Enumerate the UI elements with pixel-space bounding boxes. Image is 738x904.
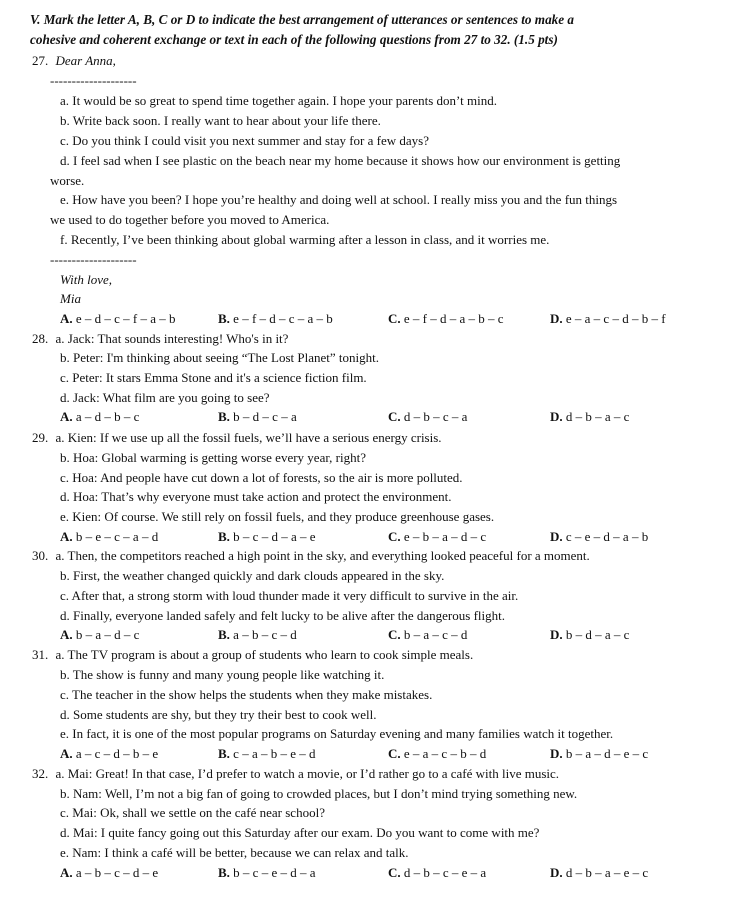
answer-option-b[interactable]	[218, 408, 297, 426]
answer-letter: D.	[550, 627, 566, 642]
question-number: 28.	[32, 331, 49, 346]
answer-sequence: e – a – c – d – b – f	[565, 311, 666, 326]
answer-option-b[interactable]	[218, 626, 297, 644]
question-number: 30.	[32, 548, 49, 563]
answer-letter: A.	[60, 746, 76, 761]
answer-letter: A.	[60, 865, 76, 880]
answer-option-c[interactable]	[388, 310, 504, 328]
answer-letter: A.	[60, 529, 76, 544]
question-29	[32, 429, 442, 447]
answer-option-c[interactable]	[388, 864, 486, 882]
item-a: a. Kien: If we use up all the fossil fuels, we’ll have a serious energy crisis.	[55, 430, 442, 445]
answer-option-d[interactable]	[550, 408, 629, 426]
letter-signature: Mia	[60, 291, 81, 306]
answer-option-a[interactable]	[60, 626, 139, 644]
answer-letter: A.	[60, 311, 76, 326]
instruction-line-1: V. Mark the letter A, B, C or D to indicate the best arrangement of utterances or sentences to make a	[30, 12, 574, 27]
answer-option-b[interactable]	[218, 864, 315, 882]
item-d: d. Some students are shy, but they try their best to cook well.	[60, 707, 377, 722]
answer-letter: C.	[388, 311, 404, 326]
item-c: c. The teacher in the show helps the students when they make mistakes.	[60, 687, 433, 702]
answer-sequence: c – e – d – a – b	[565, 529, 649, 544]
question-number: 31.	[32, 647, 49, 662]
item-d: d. Mai: I quite fancy going out this Saturday after our exam. Do you want to come with me?	[60, 825, 540, 840]
answer-sequence: d – b – c – e – a	[403, 865, 487, 880]
item-b: b. The show is funny and many young people like watching it.	[60, 667, 385, 682]
answer-sequence: b – a – d – e – c	[565, 746, 649, 761]
item-d: d. Hoa: That’s why everyone must take action and protect the environment.	[60, 489, 452, 504]
item-c: c. Do you think I could visit you next summer and stay for a few days?	[60, 133, 429, 148]
item-d-continued: worse.	[50, 173, 85, 188]
answer-option-b[interactable]	[218, 310, 333, 328]
question-28	[32, 330, 288, 348]
answer-option-b[interactable]	[218, 745, 315, 763]
answer-letter: D.	[550, 865, 566, 880]
answer-letter: C.	[388, 409, 404, 424]
answer-sequence: d – b – c – a	[403, 409, 468, 424]
answer-letter: B.	[218, 529, 234, 544]
item-a: a. It would be so great to spend time together again. I hope your parents don’t mind.	[60, 93, 497, 108]
item-a: a. Jack: That sounds interesting! Who's in it?	[55, 331, 289, 346]
answer-sequence: e – f – d – a – b – c	[403, 311, 504, 326]
answer-option-c[interactable]	[388, 528, 486, 546]
answer-letter: B.	[218, 409, 234, 424]
answer-option-d[interactable]	[550, 310, 666, 328]
answer-sequence: a – d – b – c	[75, 409, 140, 424]
answer-sequence: d – b – a – c	[565, 409, 630, 424]
answer-option-c[interactable]	[388, 626, 467, 644]
item-b: b. Hoa: Global warming is getting worse every year, right?	[60, 450, 366, 465]
answer-letter: C.	[388, 627, 404, 642]
answer-letter: B.	[218, 311, 234, 326]
item-a: a. Mai: Great! In that case, I’d prefer to watch a movie, or I’d rather go to a café with live music.	[55, 766, 560, 781]
item-e: e. Nam: I think a café will be better, because we can relax and talk.	[60, 845, 409, 860]
answer-letter: B.	[218, 865, 234, 880]
answer-option-d[interactable]	[550, 528, 648, 546]
answer-option-c[interactable]	[388, 408, 467, 426]
answer-sequence: a – b – c – d – e	[75, 865, 159, 880]
answer-letter: C.	[388, 529, 404, 544]
letter-greeting: Dear Anna,	[55, 53, 116, 68]
item-c: c. Hoa: And people have cut down a lot of forests, so the air is more polluted.	[60, 470, 463, 485]
answer-sequence: b – d – a – c	[565, 627, 630, 642]
answer-sequence: b – d – c – a	[233, 409, 297, 424]
answer-sequence: b – a – d – c	[75, 627, 140, 642]
answer-letter: B.	[218, 746, 234, 761]
answer-letter: A.	[60, 627, 76, 642]
item-b: b. Nam: Well, I’m not a big fan of going to crowded places, but I don’t mind trying something new.	[60, 786, 578, 801]
item-a: a. Then, the competitors reached a high point in the sky, and everything looked peaceful for a moment.	[55, 548, 590, 563]
item-e: e. How have you been? I hope you’re healthy and doing well at school. I really miss you and the fun things	[60, 192, 618, 207]
answer-option-a[interactable]	[60, 408, 139, 426]
answer-option-d[interactable]	[550, 745, 648, 763]
answer-option-d[interactable]	[550, 626, 629, 644]
item-c: c. Mai: Ok, shall we settle on the café near school?	[60, 805, 325, 820]
divider: --------------------	[50, 73, 137, 88]
answer-option-a[interactable]	[60, 310, 176, 328]
answer-letter: D.	[550, 529, 566, 544]
answer-letter: D.	[550, 311, 566, 326]
answer-sequence: c – a – b – e – d	[233, 746, 316, 761]
answer-option-a[interactable]	[60, 745, 158, 763]
item-d: d. Jack: What film are you going to see?	[60, 390, 270, 405]
question-31	[32, 646, 473, 664]
item-e: e. Kien: Of course. We still rely on fossil fuels, and they produce greenhouse gases.	[60, 509, 495, 524]
answer-letter: C.	[388, 865, 404, 880]
item-d: d. I feel sad when I see plastic on the beach near my home because it shows how our environment is getting	[60, 153, 621, 168]
item-b: b. First, the weather changed quickly and dark clouds appeared in the sky.	[60, 568, 445, 583]
answer-letter: D.	[550, 409, 566, 424]
question-number: 32.	[32, 766, 49, 781]
answer-sequence: a – b – c – d	[233, 627, 297, 642]
section-instructions	[30, 10, 720, 50]
instruction-line-2: cohesive and coherent exchange or text in each of the following questions from 27 to 32. (1.5 pts)	[30, 32, 558, 47]
answer-sequence: e – a – c – b – d	[403, 746, 487, 761]
item-e-continued: we used to do together before you moved to America.	[50, 212, 330, 227]
answer-sequence: b – e – c – a – d	[75, 529, 159, 544]
question-number: 29.	[32, 430, 49, 445]
item-a: a. The TV program is about a group of students who learn to cook simple meals.	[55, 647, 474, 662]
answer-sequence: e – f – d – c – a – b	[233, 311, 333, 326]
answer-sequence: a – c – d – b – e	[75, 746, 159, 761]
answer-option-a[interactable]	[60, 528, 158, 546]
answer-sequence: e – d – c – f – a – b	[75, 311, 176, 326]
answer-letter: A.	[60, 409, 76, 424]
item-e: e. In fact, it is one of the most popular programs on Saturday evening and many families watch it together.	[60, 726, 614, 741]
item-b: b. Write back soon. I really want to hear about your life there.	[60, 113, 381, 128]
answer-letter: D.	[550, 746, 566, 761]
answer-sequence: b – c – d – a – e	[233, 529, 316, 544]
question-27	[32, 52, 116, 70]
answer-sequence: b – a – c – d	[403, 627, 468, 642]
item-c: c. After that, a strong storm with loud thunder made it very difficult to survive in the air.	[60, 588, 519, 603]
item-c: c. Peter: It stars Emma Stone and it's a science fiction film.	[60, 370, 367, 385]
divider: --------------------	[50, 252, 137, 267]
item-b: b. Peter: I'm thinking about seeing “The Lost Planet” tonight.	[60, 350, 379, 365]
letter-closing: With love,	[60, 272, 112, 287]
question-30	[32, 547, 590, 565]
answer-letter: C.	[388, 746, 404, 761]
question-number: 27.	[32, 53, 49, 68]
item-d: d. Finally, everyone landed safely and felt lucky to be alive after the dangerous flight.	[60, 608, 505, 623]
answer-option-d[interactable]	[550, 864, 648, 882]
answer-sequence: b – c – e – d – a	[233, 865, 316, 880]
answer-option-a[interactable]	[60, 864, 158, 882]
question-32	[32, 765, 559, 783]
answer-letter: B.	[218, 627, 234, 642]
answer-sequence: e – b – a – d – c	[403, 529, 487, 544]
answer-option-c[interactable]	[388, 745, 486, 763]
answer-sequence: d – b – a – e – c	[565, 865, 649, 880]
item-f: f. Recently, I’ve been thinking about global warming after a lesson in class, and it worries me.	[60, 232, 550, 247]
answer-option-b[interactable]	[218, 528, 315, 546]
